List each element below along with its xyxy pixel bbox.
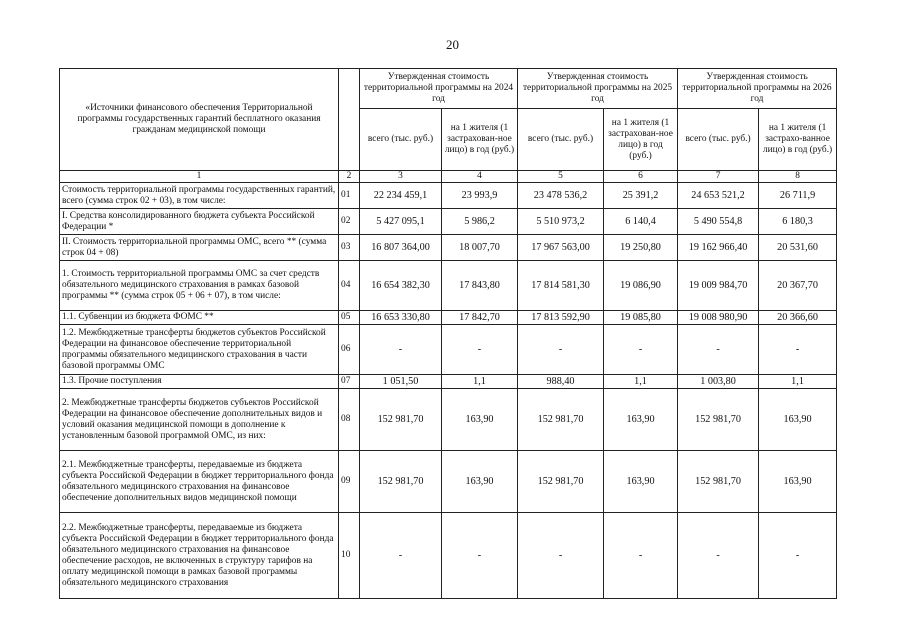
- header-code-cell: [339, 69, 360, 171]
- row-name: 2. Межбюджетные трансферты бюджетов субъектов Российской Федерации на финансовое обеспечение дополнительных видов и условий оказания медицинской помощи в дополнение к установленным базовой программой ОМС, из них:: [60, 389, 339, 451]
- value-per-capita-2024: 1,1: [442, 375, 518, 389]
- row-code: 03: [339, 235, 360, 261]
- header-total-2024: всего (тыс. руб.): [360, 109, 442, 171]
- row-name: 2.2. Межбюджетные трансферты, передаваемые из бюджета субъекта Российской Федерации в бюджет территориального фонда обязательного медицинского страхования на финансовое обеспечение расходов, не включенных в структуру тарифов на оплату медицинской помощи в рамках базовой программы обязательного медицинского страхования: [60, 513, 339, 599]
- value-per-capita-2025: 25 391,2: [604, 183, 678, 209]
- value-total-2024: 22 234 459,1: [360, 183, 442, 209]
- value-total-2026: 5 490 554,8: [678, 209, 759, 235]
- row-code: 05: [339, 311, 360, 325]
- row-name: 1. Стоимость территориальной программы ОМС за счет средств обязательного медицинского страхования в рамках базовой программы ** (сумма строк 05 + 06 + 07), в том числе:: [60, 261, 339, 311]
- value-per-capita-2024: 5 986,2: [442, 209, 518, 235]
- row-code: 08: [339, 389, 360, 451]
- value-total-2026: 19 008 980,90: [678, 311, 759, 325]
- header-year-2025: Утвержденная стоимость территориальной программы на 2025 год: [518, 69, 678, 109]
- row-code: 10: [339, 513, 360, 599]
- value-per-capita-2026: 1,1: [759, 375, 837, 389]
- financing-sources-table: [59, 68, 837, 599]
- table-row: [60, 261, 837, 311]
- value-per-capita-2024: 17 842,70: [442, 311, 518, 325]
- value-total-2026: 152 981,70: [678, 451, 759, 513]
- row-name: 1.1. Субвенции из бюджета ФОМС **: [60, 311, 339, 325]
- value-per-capita-2025: 1,1: [604, 375, 678, 389]
- value-per-capita-2025: 163,90: [604, 451, 678, 513]
- value-per-capita-2024: -: [442, 513, 518, 599]
- value-per-capita-2025: 19 250,80: [604, 235, 678, 261]
- value-total-2024: -: [360, 513, 442, 599]
- value-per-capita-2024: -: [442, 325, 518, 375]
- column-number: 8: [759, 171, 837, 183]
- value-per-capita-2024: 23 993,9: [442, 183, 518, 209]
- value-per-capita-2024: 17 843,80: [442, 261, 518, 311]
- table-row: [60, 389, 837, 451]
- value-per-capita-2026: 26 711,9: [759, 183, 837, 209]
- row-name: II. Стоимость территориальной программы ОМС, всего ** (сумма строк 04 + 08): [60, 235, 339, 261]
- column-number: 3: [360, 171, 442, 183]
- value-total-2026: 19 162 966,40: [678, 235, 759, 261]
- value-total-2024: 16 653 330,80: [360, 311, 442, 325]
- table-row: [60, 209, 837, 235]
- table-row: [60, 235, 837, 261]
- row-name: I. Средства консолидированного бюджета субъекта Российской Федерации *: [60, 209, 339, 235]
- value-per-capita-2025: 163,90: [604, 389, 678, 451]
- value-per-capita-2024: 18 007,70: [442, 235, 518, 261]
- value-per-capita-2026: 20 367,70: [759, 261, 837, 311]
- value-total-2025: 152 981,70: [518, 451, 604, 513]
- value-total-2024: 5 427 095,1: [360, 209, 442, 235]
- value-total-2024: -: [360, 325, 442, 375]
- table-row: [60, 183, 837, 209]
- header-year-2024: Утвержденная стоимость территориальной программы на 2024 год: [360, 69, 518, 109]
- value-per-capita-2025: 19 086,90: [604, 261, 678, 311]
- value-per-capita-2025: -: [604, 513, 678, 599]
- table-row: [60, 451, 837, 513]
- header-total-2025: всего (тыс. руб.): [518, 109, 604, 171]
- header-per-capita-2026: на 1 жителя (1 застрахо-ванное лицо) в год (руб.): [759, 109, 837, 171]
- value-per-capita-2026: 6 180,3: [759, 209, 837, 235]
- column-number: 1: [60, 171, 339, 183]
- value-total-2025: 152 981,70: [518, 389, 604, 451]
- value-per-capita-2024: 163,90: [442, 389, 518, 451]
- table-row: [60, 325, 837, 375]
- header-year-2026: Утвержденная стоимость территориальной программы на 2026 год: [678, 69, 837, 109]
- row-code: 04: [339, 261, 360, 311]
- column-number: 6: [604, 171, 678, 183]
- table-row: [60, 311, 837, 325]
- value-total-2025: -: [518, 325, 604, 375]
- value-per-capita-2024: 163,90: [442, 451, 518, 513]
- value-total-2025: 17 814 581,30: [518, 261, 604, 311]
- value-total-2026: 24 653 521,2: [678, 183, 759, 209]
- value-total-2026: -: [678, 513, 759, 599]
- value-total-2025: 5 510 973,2: [518, 209, 604, 235]
- header-per-capita-2025: на 1 жителя (1 застрахован-ное лицо) в год (руб.): [604, 109, 678, 171]
- value-total-2025: 17 967 563,00: [518, 235, 604, 261]
- value-total-2026: -: [678, 325, 759, 375]
- row-name: Стоимость территориальной программы государственных гарантий, всего (сумма строк 02 + 03), в том числе:: [60, 183, 339, 209]
- header-source-title: «Источники финансового обеспечения Территориальной программы государственных гарантий бесплатного оказания гражданам медицинской помощи: [60, 69, 339, 171]
- value-total-2024: 1 051,50: [360, 375, 442, 389]
- value-total-2025: 17 813 592,90: [518, 311, 604, 325]
- column-number: 7: [678, 171, 759, 183]
- value-total-2026: 1 003,80: [678, 375, 759, 389]
- header-per-capita-2024: на 1 жителя (1 застрахован-ное лицо) в год (руб.): [442, 109, 518, 171]
- value-total-2024: 152 981,70: [360, 389, 442, 451]
- value-per-capita-2026: 20 366,60: [759, 311, 837, 325]
- table-row: [60, 375, 837, 389]
- value-per-capita-2025: 19 085,80: [604, 311, 678, 325]
- row-code: 02: [339, 209, 360, 235]
- row-code: 06: [339, 325, 360, 375]
- row-code: 01: [339, 183, 360, 209]
- value-per-capita-2026: -: [759, 513, 837, 599]
- value-total-2026: 19 009 984,70: [678, 261, 759, 311]
- value-total-2025: -: [518, 513, 604, 599]
- value-per-capita-2025: 6 140,4: [604, 209, 678, 235]
- row-code: 09: [339, 451, 360, 513]
- value-total-2026: 152 981,70: [678, 389, 759, 451]
- page-number: 20: [446, 37, 459, 52]
- header-total-2026: всего (тыс. руб.): [678, 109, 759, 171]
- value-per-capita-2026: 20 531,60: [759, 235, 837, 261]
- value-total-2025: 988,40: [518, 375, 604, 389]
- value-per-capita-2026: 163,90: [759, 451, 837, 513]
- value-total-2024: 16 654 382,30: [360, 261, 442, 311]
- column-number: 4: [442, 171, 518, 183]
- column-numbers-row: [60, 171, 837, 183]
- row-code: 07: [339, 375, 360, 389]
- value-per-capita-2025: -: [604, 325, 678, 375]
- value-per-capita-2026: 163,90: [759, 389, 837, 451]
- value-per-capita-2026: -: [759, 325, 837, 375]
- row-name: 1.3. Прочие поступления: [60, 375, 339, 389]
- value-total-2024: 16 807 364,00: [360, 235, 442, 261]
- value-total-2025: 23 478 536,2: [518, 183, 604, 209]
- column-number: 2: [339, 171, 360, 183]
- row-name: 2.1. Межбюджетные трансферты, передаваемые из бюджета субъекта Российской Федерации в бюджет территориального фонда обязательного медицинского страхования на финансовое обеспечение дополнительных видов медицинской помощи: [60, 451, 339, 513]
- column-number: 5: [518, 171, 604, 183]
- row-name: 1.2. Межбюджетные трансферты бюджетов субъектов Российской Федерации на финансовое обеспечение территориальной программы обязательного медицинского страхования в части базовой программы ОМС: [60, 325, 339, 375]
- table-row: [60, 513, 837, 599]
- value-total-2024: 152 981,70: [360, 451, 442, 513]
